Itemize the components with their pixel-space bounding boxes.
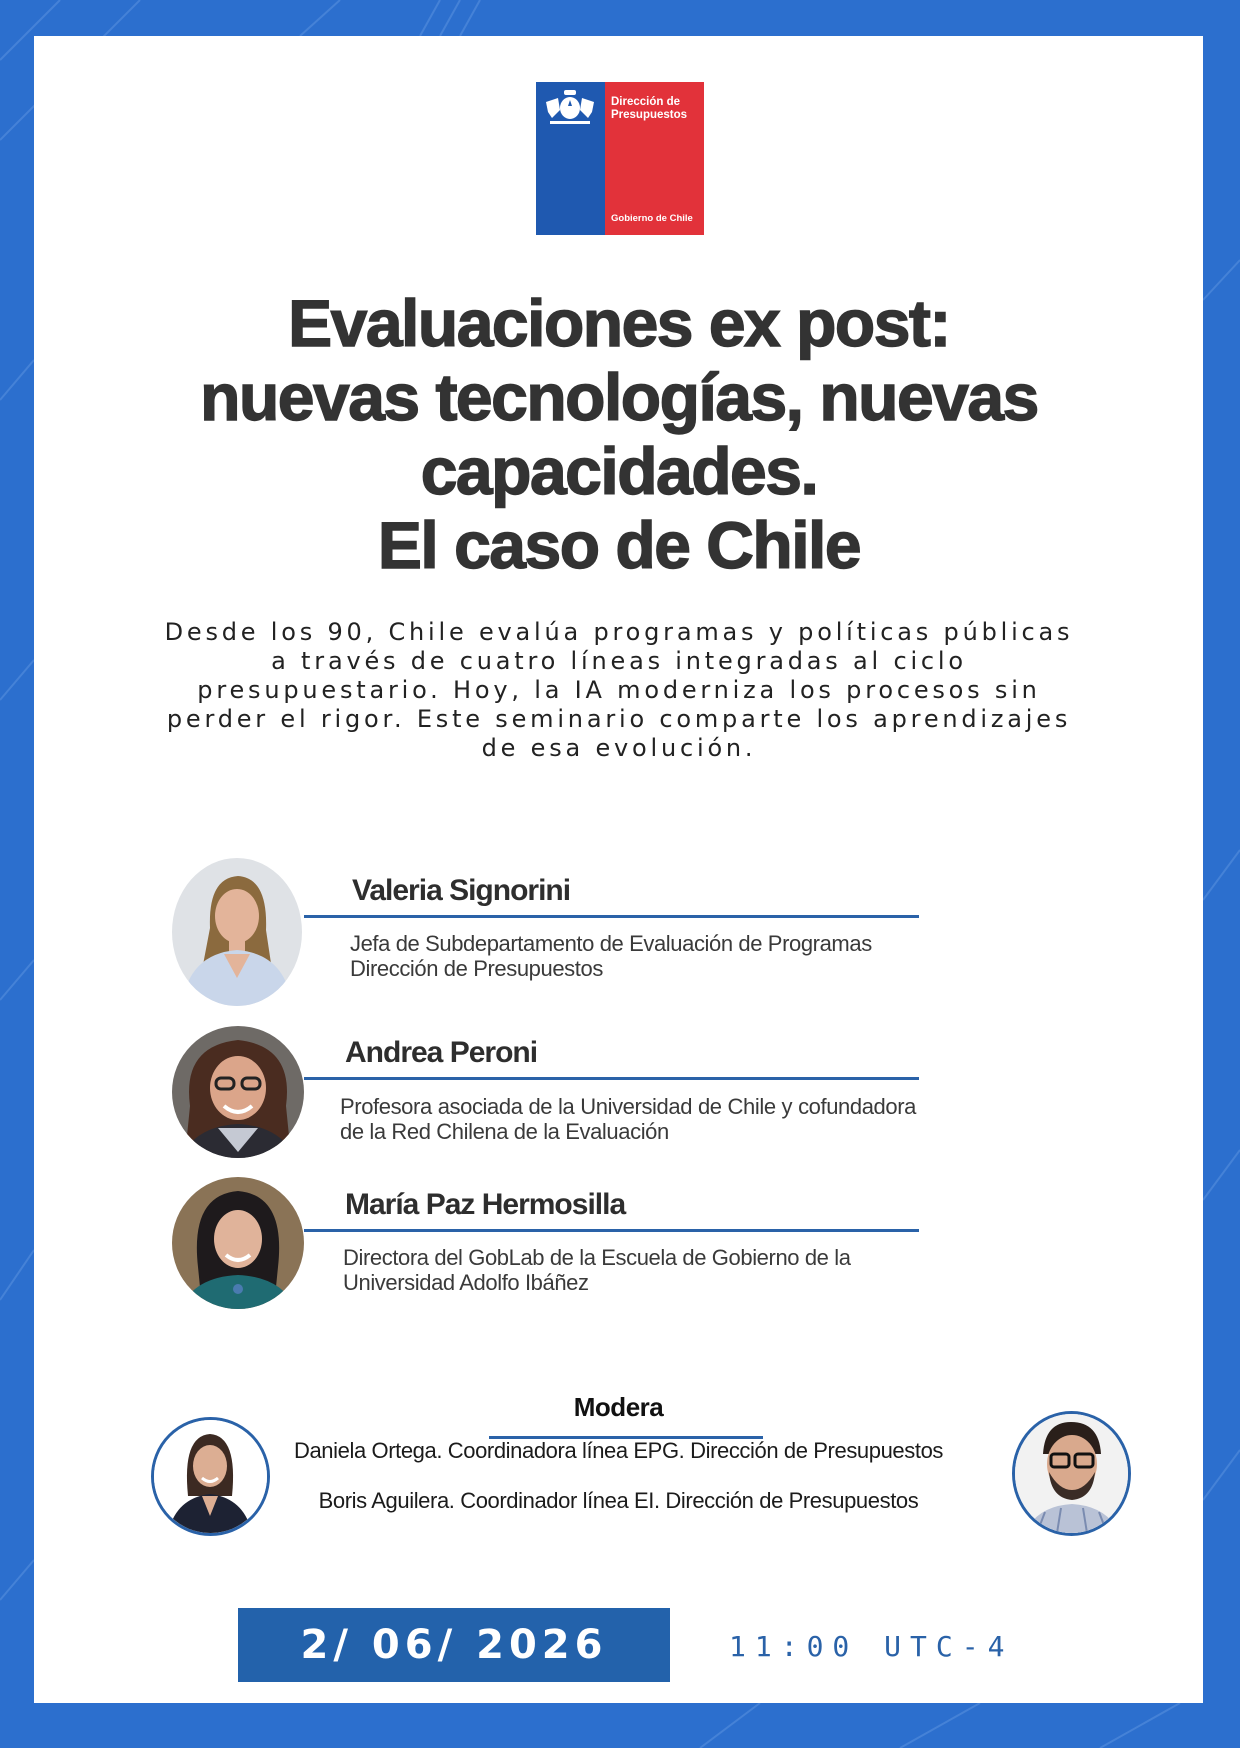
event-time: 11:00 UTC-4 <box>729 1630 1014 1663</box>
event-title <box>94 286 1144 582</box>
coat-of-arms-icon <box>542 88 598 128</box>
moderator-entry: Daniela Ortega. Coordinadora línea EPG. Dirección de Presupuestos <box>293 1438 944 1463</box>
speaker-role-line: Directora del GobLab de la Escuela de Gobierno de la <box>343 1245 851 1270</box>
speaker-role <box>343 1245 923 1295</box>
event-date: 2/ 06/ 2026 <box>238 1608 670 1682</box>
speaker-role: Profesora asociada de la Universidad de Chile y cofundadora de la Red Chilena de la Evaluación <box>340 1094 916 1144</box>
speaker-photo <box>172 1177 304 1309</box>
moderator-entry: Boris Aguilera. Coordinador línea EI. Dirección de Presupuestos <box>318 1488 919 1513</box>
dipres-logo <box>536 82 704 235</box>
speaker-role-line: Jefa de Subdepartamento de Evaluación de Programas <box>350 931 872 956</box>
poster-card <box>34 36 1203 1703</box>
title-line: capacidades. <box>420 434 818 508</box>
title-line: El caso de Chile <box>377 508 861 582</box>
title-line: Evaluaciones ex post: <box>288 286 950 360</box>
logo-name: Dirección de Presupuestos <box>611 96 688 121</box>
moderator-photo <box>151 1417 270 1536</box>
speaker-divider <box>304 1077 919 1080</box>
speaker-divider <box>304 915 919 918</box>
logo-government: Gobierno de Chile <box>611 213 693 224</box>
speaker-photo <box>172 1026 304 1158</box>
speaker-divider <box>304 1229 919 1232</box>
speaker-name: Valeria Signorini <box>352 874 571 907</box>
speaker-photo <box>172 858 302 1006</box>
speaker-name: Andrea Peroni <box>345 1036 538 1069</box>
moderators-title: Modera <box>573 1392 664 1422</box>
event-description: Desde los 90, Chile evalúa programas y políticas públicas a través de cuatro líneas integradas al ciclo presupuestario. Hoy, la IA moderniza los procesos sin perder el rigor. Este seminario comparte los aprendizajes de esa evolución. <box>164 618 1074 762</box>
title-line: nuevas tecnologías, nuevas <box>200 360 1038 434</box>
speaker-role <box>350 931 930 981</box>
speaker-name: María Paz Hermosilla <box>345 1188 626 1221</box>
speaker-role-line: Universidad Adolfo Ibáñez <box>343 1270 589 1295</box>
speaker-role-line: Dirección de Presupuestos <box>350 956 603 981</box>
moderator-photo <box>1012 1411 1131 1536</box>
